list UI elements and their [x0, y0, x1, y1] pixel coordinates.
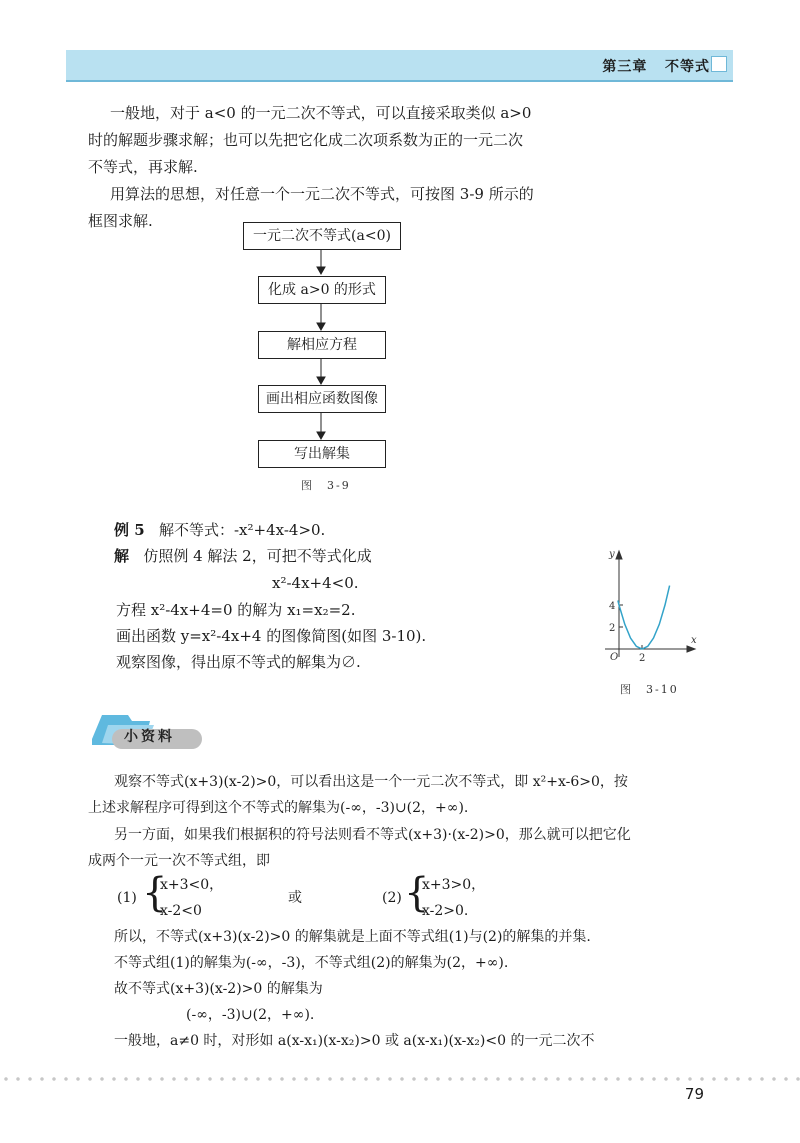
arrow-head-3 — [317, 377, 325, 384]
footer-dotted-rule — [0, 1075, 800, 1083]
example-label: 例 5 — [114, 521, 145, 539]
example-problem: 解不等式：-x²+4x-4>0. — [158, 521, 326, 539]
flow-step-4: 画出相应函数图像 — [258, 385, 386, 413]
solution-line-2: x²-4x+4<0. — [272, 574, 359, 592]
parabola-graph — [595, 545, 705, 670]
y-axis-label: y — [609, 549, 615, 560]
arrow-head-1 — [317, 267, 325, 274]
solution-line-4: 画出函数 y=x²-4x+4 的图像简图(如图 3-10). — [116, 627, 427, 645]
y-tick-label-2: 2 — [609, 623, 616, 634]
system-1-row-2: x-2<0 — [160, 903, 202, 919]
origin-label: O — [610, 652, 619, 663]
y-tick-label-4: 4 — [609, 601, 616, 612]
info-line-7: 故不等式(x+3)(x-2)>0 的解集为 — [114, 981, 323, 997]
y-axis-arrow — [616, 551, 622, 559]
or-word: 或 — [288, 890, 302, 906]
arrow-head-4 — [317, 432, 325, 439]
intro-line-1: 一般地，对于 a<0 的一元二次不等式，可以直接采取类似 a>0 — [110, 104, 532, 122]
flow-step-2: 化成 a>0 的形式 — [258, 276, 386, 304]
info-line-8: (-∞，-3)∪(2，+∞). — [186, 1007, 315, 1023]
solution-line-5: 观察图像，得出原不等式的解集为∅. — [116, 653, 361, 671]
arrow-head-2 — [317, 323, 325, 330]
info-line-2: 上述求解程序可得到这个不等式的解集为(-∞，-3)∪(2，+∞). — [88, 800, 469, 816]
intro-line-3: 不等式，再求解. — [88, 158, 198, 176]
x-axis-label: x — [691, 635, 697, 646]
solution-label: 解 — [114, 547, 130, 565]
x-axis-arrow — [687, 646, 695, 652]
system-1-brace: { — [142, 870, 168, 916]
solution-line-1 — [114, 543, 372, 569]
intro-line-5: 框图求解. — [88, 212, 153, 230]
system-1-label: (1) — [117, 890, 137, 906]
example-problem-line — [114, 517, 325, 543]
system-1-row-1: x+3<0， — [160, 877, 224, 893]
figure-caption-3-10: 图 3-10 — [620, 683, 679, 696]
info-line-9: 一般地，a≠0 时，对形如 a(x-x₁)(x-x₂)>0 或 a(x-x₁)(x-x₂)<0 的一元二次不 — [114, 1033, 595, 1049]
x-tick-label-2: 2 — [639, 653, 646, 664]
info-line-3: 另一方面，如果我们根据积的符号法则看不等式(x+3)·(x-2)>0，那么就可以把它化 — [114, 827, 631, 843]
flow-step-1: 一元二次不等式(a<0) — [243, 222, 401, 250]
system-2-row-2: x-2>0. — [422, 903, 469, 919]
info-line-1: 观察不等式(x+3)(x-2)>0，可以看出这是一个一元二次不等式，即 x²+x-6>0，按 — [114, 774, 628, 790]
figure-caption-3-9: 图 3-9 — [301, 479, 351, 492]
flow-step-5: 写出解集 — [258, 440, 386, 468]
solution-text-1: 仿照例 4 解法 2，可把不等式化成 — [143, 547, 372, 565]
chapter-number: 第三章 — [602, 59, 648, 75]
info-badge-label: 小资料 — [124, 729, 175, 745]
flow-step-3: 解相应方程 — [258, 331, 386, 359]
intro-line-4: 用算法的思想，对任意一个一元二次不等式，可按图 3-9 所示的 — [110, 185, 534, 203]
system-2-label: (2) — [382, 890, 402, 906]
info-line-6: 不等式组(1)的解集为(-∞，-3)，不等式组(2)的解集为(2，+∞). — [114, 955, 509, 971]
system-2-row-1: x+3>0， — [422, 877, 486, 893]
solution-line-3: 方程 x²-4x+4=0 的解为 x₁=x₂=2. — [116, 601, 356, 619]
page-number: 79 — [684, 1085, 704, 1103]
intro-line-2: 时的解题步骤求解；也可以先把它化成二次项系数为正的一元二次 — [88, 131, 524, 149]
flowchart-arrows — [0, 0, 800, 500]
info-line-5: 所以，不等式(x+3)(x-2)>0 的解集就是上面不等式组(1)与(2)的解集的并集. — [114, 929, 591, 945]
parabola-curve — [618, 586, 670, 649]
system-2-brace: { — [404, 870, 430, 916]
info-line-4: 成两个一元一次不等式组，即 — [88, 853, 270, 869]
chapter-title: 不等式 — [665, 59, 710, 75]
